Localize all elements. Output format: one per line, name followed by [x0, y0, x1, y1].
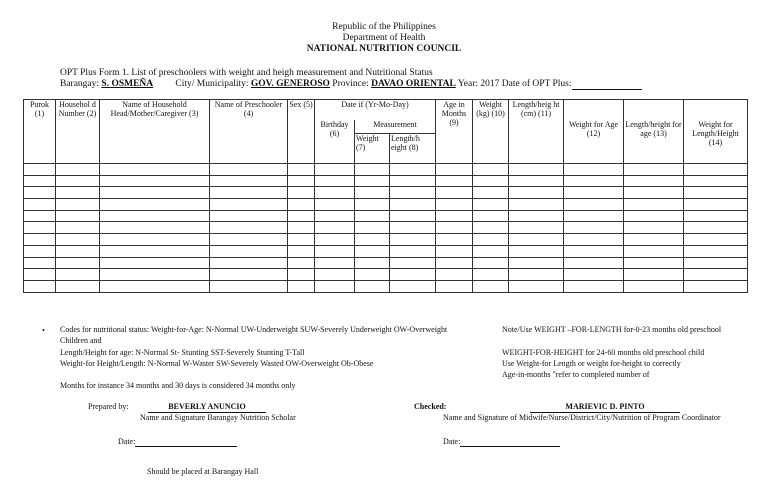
table-cell[interactable] [684, 245, 748, 257]
province-value: DAVAO ORIENTAL [371, 79, 456, 89]
checked-date [443, 436, 560, 447]
table-row [24, 164, 748, 176]
table-cell[interactable] [288, 269, 315, 281]
table-cell[interactable] [684, 222, 748, 234]
table-cell[interactable] [210, 199, 288, 211]
table-cell[interactable] [355, 199, 390, 211]
province-label: Province: [332, 79, 369, 89]
table-cell[interactable] [100, 245, 210, 257]
city-value: GOV. GENEROSO [250, 79, 330, 89]
table-cell[interactable] [288, 280, 315, 292]
table-cell[interactable] [436, 245, 473, 257]
table-cell[interactable] [624, 164, 684, 176]
table-cell[interactable] [509, 234, 564, 246]
table-row [24, 210, 748, 222]
table-cell[interactable] [100, 199, 210, 211]
table-cell[interactable] [624, 210, 684, 222]
table-cell[interactable] [564, 187, 624, 199]
prepared-date-blank [135, 436, 237, 447]
col-header-weight: Weight (kg) (10) [473, 100, 509, 164]
table-cell[interactable] [355, 210, 390, 222]
col-header-meas-length: Length/h eight (8) [390, 134, 436, 164]
table-cell[interactable] [509, 269, 564, 281]
table-cell[interactable] [509, 187, 564, 199]
header-republic: Republic of the Philippines [332, 22, 436, 32]
table-cell[interactable] [509, 280, 564, 292]
table-cell[interactable] [509, 245, 564, 257]
table-cell[interactable] [436, 257, 473, 269]
note-weight-for-height: WEIGHT-FOR-HEIGHT for 24-60 months old preschool child [502, 348, 705, 357]
table-cell[interactable] [684, 199, 748, 211]
table-cell[interactable] [436, 222, 473, 234]
prepared-date [118, 436, 237, 447]
footer-note: Should be placed at Barangay Hall [147, 467, 259, 476]
table-cell[interactable] [390, 269, 436, 281]
table-cell[interactable] [288, 234, 315, 246]
opt-date-blank [572, 79, 642, 90]
table-cell[interactable] [56, 280, 100, 292]
prepared-by-label: Prepared by: [88, 402, 129, 411]
table-cell[interactable] [473, 175, 509, 187]
table-cell[interactable] [436, 234, 473, 246]
table-cell[interactable] [24, 222, 56, 234]
table-cell[interactable] [288, 210, 315, 222]
table-cell[interactable] [315, 199, 355, 211]
table-cell[interactable] [24, 199, 56, 211]
table-row [24, 187, 748, 199]
table-cell[interactable] [390, 222, 436, 234]
table-cell[interactable] [390, 164, 436, 176]
table-cell[interactable] [390, 245, 436, 257]
table-cell[interactable] [210, 234, 288, 246]
table-cell[interactable] [564, 280, 624, 292]
table-cell[interactable] [564, 175, 624, 187]
table-cell[interactable] [24, 245, 56, 257]
table-cell[interactable] [684, 234, 748, 246]
table-cell[interactable] [56, 199, 100, 211]
codes-length-for-age: Length/Height for age: N-Normal St- Stunting SST-Severely Stunting T-Tall [60, 348, 305, 357]
table-cell[interactable] [509, 199, 564, 211]
header-department: Department of Health [342, 33, 426, 43]
table-cell[interactable] [390, 280, 436, 292]
table-cell[interactable] [509, 257, 564, 269]
table-cell[interactable] [436, 280, 473, 292]
form-title: OPT Plus Form 1. List of preschoolers with weight and heigh measurement and Nutritional Status [60, 68, 433, 78]
codes-weight-for-height: Weight-for Height/Length: N-Normal W-Waster SW-Severely Wasted OW-Overweight Ob-Obese [60, 359, 374, 368]
col-header-weight-for-length: Weight for Length/Height (14) [684, 100, 748, 164]
months-note: Months for instance 34 months and 30 days is considered 34 months only [60, 381, 296, 390]
table-cell[interactable] [436, 187, 473, 199]
header-council: NATIONAL NUTRITION COUNCIL [306, 44, 462, 54]
table-cell[interactable] [56, 222, 100, 234]
table-row [24, 175, 748, 187]
table-cell[interactable] [436, 210, 473, 222]
prepared-by-name: BEVERLY ANUNCIO [168, 402, 246, 411]
table-cell[interactable] [24, 269, 56, 281]
table-cell[interactable] [288, 187, 315, 199]
table-cell[interactable] [564, 257, 624, 269]
table-cell[interactable] [509, 175, 564, 187]
barangay-value: S. OSMEÑA [101, 79, 154, 89]
table-cell[interactable] [624, 257, 684, 269]
prepared-by-title: Name and Signature Barangay Nutrition Scholar [140, 413, 296, 422]
table-cell[interactable] [355, 280, 390, 292]
table-cell[interactable] [56, 164, 100, 176]
table-cell[interactable] [509, 222, 564, 234]
table-cell[interactable] [315, 269, 355, 281]
table-cell[interactable] [436, 164, 473, 176]
table-cell[interactable] [473, 222, 509, 234]
table-cell[interactable] [684, 175, 748, 187]
table-cell[interactable] [100, 175, 210, 187]
table-cell[interactable] [315, 280, 355, 292]
note-use-weight: Use Weight-for Length or weight for-height to correctly [502, 359, 681, 368]
col-header-weight-for-age: Weight for Age (12) [564, 100, 624, 164]
table-cell[interactable] [288, 164, 315, 176]
table-cell[interactable] [56, 187, 100, 199]
barangay-label: Barangay: [60, 79, 100, 89]
table-cell[interactable] [624, 175, 684, 187]
table-row [24, 222, 748, 234]
col-header-sex: Sex (5) [288, 100, 315, 164]
table-cell[interactable] [624, 199, 684, 211]
col-header-purok: Purok (1) [24, 100, 56, 164]
table-cell[interactable] [564, 222, 624, 234]
table-cell[interactable] [564, 164, 624, 176]
col-header-birthday: Birthday (6) [315, 120, 355, 164]
table-cell[interactable] [355, 245, 390, 257]
table-cell[interactable] [288, 257, 315, 269]
table-cell[interactable] [210, 175, 288, 187]
col-header-date: Date if (Yr-Mo-Day) [315, 100, 436, 120]
table-row [24, 234, 748, 246]
table-cell[interactable] [355, 222, 390, 234]
col-header-age: Age in Months (9) [436, 100, 473, 164]
table-cell[interactable] [24, 257, 56, 269]
table-cell[interactable] [24, 164, 56, 176]
table-cell[interactable] [210, 187, 288, 199]
table-cell[interactable] [473, 164, 509, 176]
table-cell[interactable] [210, 257, 288, 269]
table-cell[interactable] [315, 164, 355, 176]
table-cell[interactable] [355, 164, 390, 176]
table-cell[interactable] [24, 175, 56, 187]
table-cell[interactable] [315, 222, 355, 234]
table-cell[interactable] [355, 175, 390, 187]
table-cell[interactable] [315, 187, 355, 199]
checked-date-blank [460, 436, 560, 447]
table-cell[interactable] [100, 222, 210, 234]
table-row [24, 269, 748, 281]
table-cell[interactable] [355, 234, 390, 246]
table-cell[interactable] [210, 280, 288, 292]
table-cell[interactable] [509, 164, 564, 176]
table-cell[interactable] [564, 245, 624, 257]
table-cell[interactable] [355, 257, 390, 269]
table-cell[interactable] [24, 234, 56, 246]
note-weight-for-length: Note/Use WEIGHT –FOR-LENGTH for-0-23 months old preschool [502, 325, 722, 334]
col-header-length: Length/heig ht (cm) (11) [509, 100, 564, 164]
form-info-line [60, 79, 642, 90]
table-cell[interactable] [390, 210, 436, 222]
table-cell[interactable] [355, 269, 390, 281]
preschooler-table [23, 99, 748, 293]
table-cell[interactable] [473, 257, 509, 269]
table-cell[interactable] [564, 269, 624, 281]
table-cell[interactable] [624, 245, 684, 257]
table-cell[interactable] [100, 187, 210, 199]
col-header-length-for-age: Length/height for age (13) [624, 100, 684, 164]
table-cell[interactable] [473, 245, 509, 257]
table-cell[interactable] [56, 245, 100, 257]
table-cell[interactable] [390, 187, 436, 199]
table-cell[interactable] [210, 164, 288, 176]
table-cell[interactable] [56, 175, 100, 187]
table-cell[interactable] [355, 187, 390, 199]
table-row [24, 257, 748, 269]
table-cell[interactable] [564, 210, 624, 222]
table-cell[interactable] [24, 187, 56, 199]
checked-title: Name and Signature of Midwife/Nurse/District/City/Nutrition of Program Coordinator [443, 413, 721, 422]
table-cell[interactable] [100, 280, 210, 292]
table-cell[interactable] [315, 234, 355, 246]
notes-bullet: • [42, 326, 45, 335]
table-row [24, 280, 748, 292]
table-cell[interactable] [473, 280, 509, 292]
col-header-household-number: Househol d Number (2) [56, 100, 100, 164]
table-cell[interactable] [684, 164, 748, 176]
table-cell[interactable] [624, 234, 684, 246]
table-cell[interactable] [390, 199, 436, 211]
table-cell[interactable] [624, 269, 684, 281]
table-cell[interactable] [100, 257, 210, 269]
table-cell[interactable] [56, 234, 100, 246]
table-cell[interactable] [24, 210, 56, 222]
col-header-preschooler: Name of Preschooler (4) [210, 100, 288, 164]
checked-name: MARIEVIC D. PINTO [565, 402, 645, 411]
table-cell[interactable] [624, 187, 684, 199]
table-cell[interactable] [473, 234, 509, 246]
checked-date-label: Date: [443, 437, 461, 446]
table-cell[interactable] [390, 257, 436, 269]
table-cell[interactable] [24, 280, 56, 292]
table-cell[interactable] [473, 210, 509, 222]
table-cell[interactable] [564, 234, 624, 246]
table-cell[interactable] [100, 210, 210, 222]
col-header-household-head: Name of Household Head/Mother/Caregiver (3) [100, 100, 210, 164]
table-row [24, 245, 748, 257]
table-cell[interactable] [315, 175, 355, 187]
table-cell[interactable] [315, 257, 355, 269]
table-cell[interactable] [315, 245, 355, 257]
table-cell[interactable] [210, 210, 288, 222]
table-cell[interactable] [100, 234, 210, 246]
table-cell[interactable] [473, 199, 509, 211]
table-cell[interactable] [100, 269, 210, 281]
city-label: City/ Municipality: [175, 79, 249, 89]
table-cell[interactable] [684, 187, 748, 199]
table-cell[interactable] [509, 210, 564, 222]
table-cell[interactable] [624, 280, 684, 292]
checked-label: Checked: [414, 402, 447, 411]
table-cell[interactable] [56, 257, 100, 269]
table-row [24, 199, 748, 211]
note-age-in-months: Age-in-months "refer to completed number of [502, 370, 650, 379]
table-cell[interactable] [56, 269, 100, 281]
table-cell[interactable] [390, 234, 436, 246]
table-cell[interactable] [624, 222, 684, 234]
table-cell[interactable] [56, 210, 100, 222]
table-cell[interactable] [210, 245, 288, 257]
table-cell[interactable] [684, 257, 748, 269]
table-cell[interactable] [100, 164, 210, 176]
table-cell[interactable] [564, 199, 624, 211]
table-cell[interactable] [436, 175, 473, 187]
col-header-measurement: Measurement [355, 120, 436, 134]
table-cell[interactable] [288, 199, 315, 211]
table-cell[interactable] [210, 269, 288, 281]
table-cell[interactable] [684, 280, 748, 292]
table-cell[interactable] [288, 175, 315, 187]
col-header-meas-weight: Weight (7) [355, 134, 390, 164]
prepared-date-label: Date: [118, 437, 136, 446]
table-cell[interactable] [684, 210, 748, 222]
codes-weight-for-age: Codes for nutritional status: Weight-for-Age: N-Normal UW-Underweight SUW-Severely Underweight OW-Overweight [60, 325, 448, 334]
table-cell[interactable] [473, 187, 509, 199]
year-date-label: Year: 2017 Date of OPT Plus: [457, 79, 572, 89]
table-cell[interactable] [436, 269, 473, 281]
table-cell[interactable] [288, 245, 315, 257]
table-cell[interactable] [288, 222, 315, 234]
table-cell[interactable] [390, 175, 436, 187]
codes-children: Children and [60, 336, 102, 345]
table-cell[interactable] [436, 199, 473, 211]
table-cell[interactable] [315, 210, 355, 222]
table-cell[interactable] [210, 222, 288, 234]
table-cell[interactable] [473, 269, 509, 281]
table-cell[interactable] [684, 269, 748, 281]
